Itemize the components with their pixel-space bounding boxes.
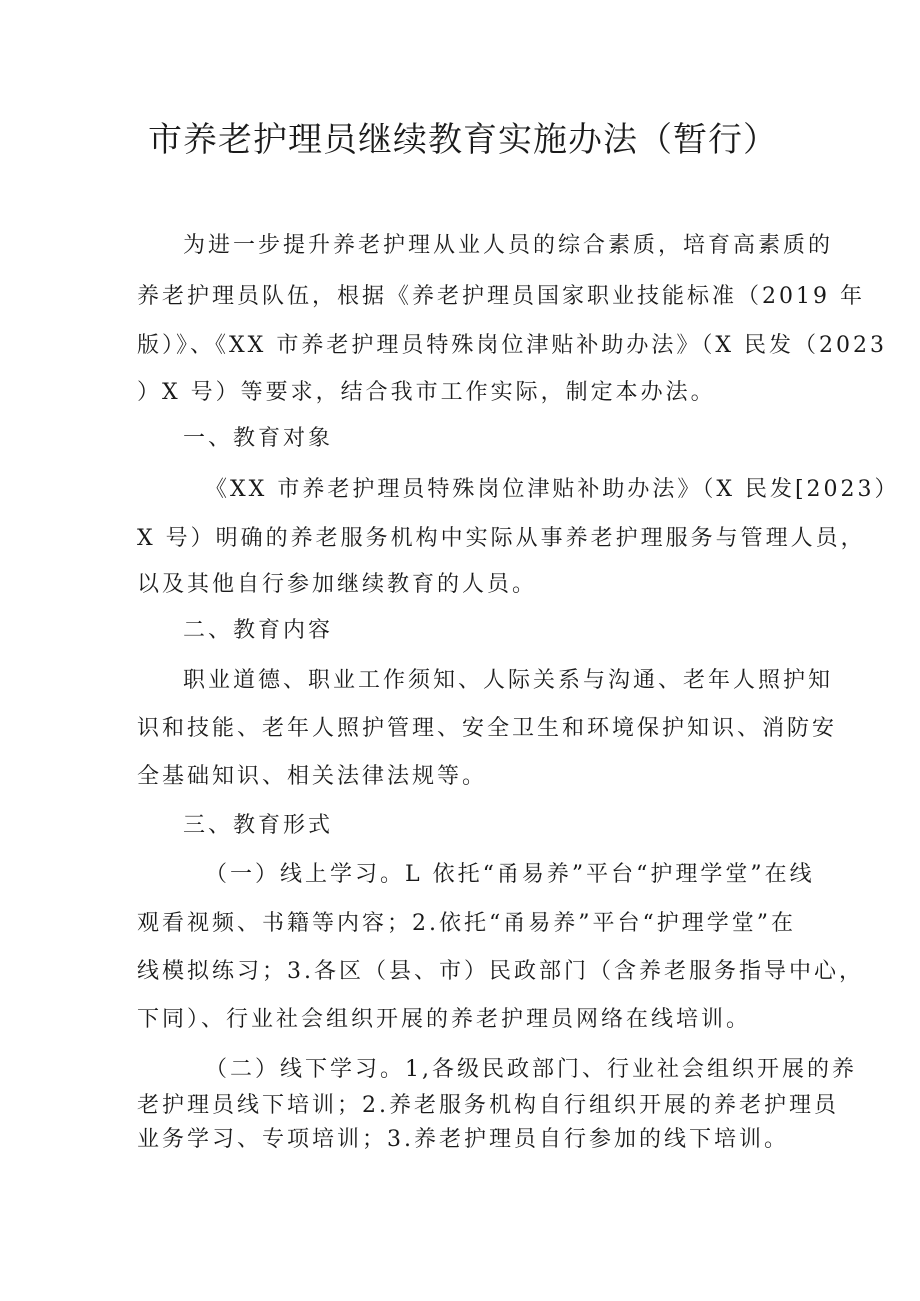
paragraph-line: 老护理员线下培训；2.养老服务机构自行组织开展的养老护理员	[137, 1093, 839, 1118]
paragraph-line: （二）线下学习。1,各级民政部门、行业社会组织开展的养	[205, 1057, 857, 1082]
section-heading: 一、教育对象	[183, 426, 334, 451]
paragraph-line: 为进一步提升养老护理从业人员的综合素质，培育高素质的	[183, 233, 834, 258]
paragraph-line: 全基础知识、相关法律法规等。	[137, 764, 488, 789]
paragraph-line: 《XX 市养老护理员特殊岗位津贴补助办法》（X 民发[2023）	[205, 477, 900, 502]
paragraph-line: 养老护理员队伍，根据《养老护理员国家职业技能标准（2019 年	[137, 284, 865, 309]
paragraph-line: 下同）、行业社会组织开展的养老护理员网络在线培训。	[137, 1007, 752, 1032]
document-title: 市养老护理员继续教育实施办法（暂行）	[148, 120, 778, 160]
paragraph-line: 线模拟练习；3.各区（县、市）民政部门（含养老服务指导中心，	[137, 959, 864, 984]
paragraph-line: 职业道德、职业工作须知、人际关系与沟通、老年人照护知	[183, 668, 834, 693]
paragraph-line: （一）线上学习。L 依托“甬易养”平台“护理学堂”在线	[205, 862, 815, 887]
section-heading: 三、教育形式	[183, 813, 334, 838]
paragraph-line: 观看视频、书籍等内容；2.依托“甬易养”平台“护理学堂”在	[137, 911, 796, 936]
paragraph-line: 版）》、《XX 市养老护理员特殊岗位津贴补助办法》（X 民发（2023	[137, 333, 887, 358]
paragraph-line: ）X 号）等要求，结合我市工作实际，制定本办法。	[137, 380, 716, 405]
paragraph-line: 业务学习、专项培训；3.养老护理员自行参加的线下培训。	[137, 1127, 789, 1152]
paragraph-line: 识和技能、老年人照护管理、安全卫生和环境保护知识、消防安	[137, 716, 838, 741]
paragraph-line: 以及其他自行参加继续教育的人员。	[137, 572, 538, 597]
section-heading: 二、教育内容	[183, 618, 334, 643]
paragraph-line: X 号）明确的养老服务机构中实际从事养老护理服务与管理人员，	[137, 526, 866, 551]
